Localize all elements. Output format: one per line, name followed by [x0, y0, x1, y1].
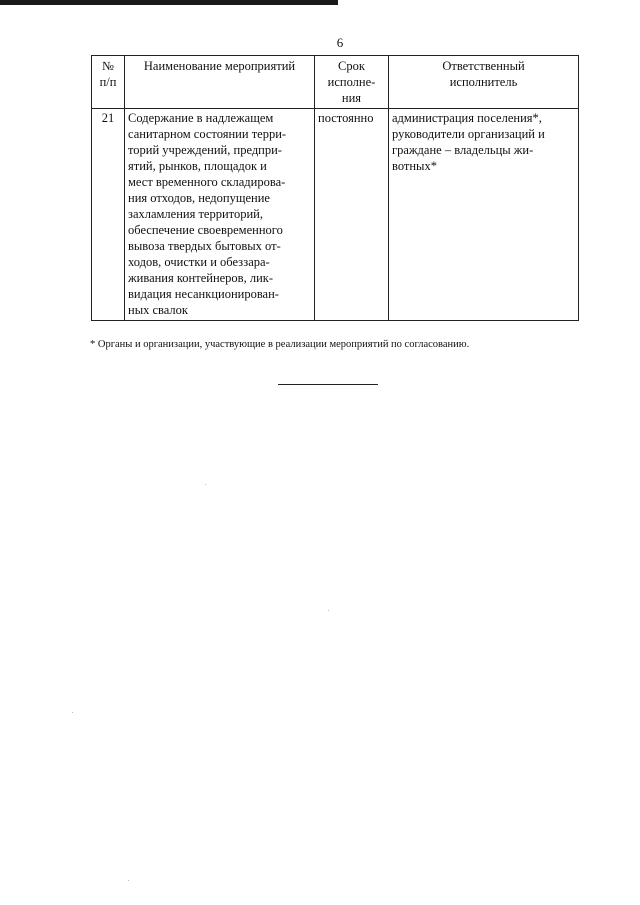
- scan-speck: [128, 880, 129, 881]
- scan-speck: [72, 712, 73, 713]
- header-responsible: Ответственный исполнитель: [389, 56, 579, 109]
- header-name: Наименование мероприятий: [125, 56, 315, 109]
- header-num: № п/п: [92, 56, 125, 109]
- scan-speck: [205, 484, 206, 485]
- page-number: 6: [336, 35, 344, 50]
- measures-table: [91, 55, 579, 321]
- row-name-cell: Содержание в надлежащем санитарном состоянии терри- торий учреждений, предпри- ятий, рынков, площадок и мест временного складирова- ния отходов, недопущение захламления территорий, обеспечение своевременного вывоза твердых бытовых от- ходов, очистки и обеззара- живания контейнеров, лик- видация несанкционирован- ных свалок: [125, 109, 315, 321]
- footnote: * Органы и организации, участвующие в реализации мероприятий по согласованию.: [90, 339, 470, 350]
- header-term: Срок исполне- ния: [315, 56, 389, 109]
- scan-speck: [328, 610, 329, 611]
- end-rule: [278, 384, 378, 385]
- row-responsible-cell: администрация поселения*, руководители организаций и граждане – владельцы жи- вотных*: [389, 109, 579, 321]
- top-scan-rule: [0, 0, 338, 5]
- row-num-cell: 21: [92, 109, 125, 321]
- table-row: [92, 109, 579, 321]
- row-term-cell: постоянно: [315, 109, 389, 321]
- table-header-row: [92, 56, 579, 109]
